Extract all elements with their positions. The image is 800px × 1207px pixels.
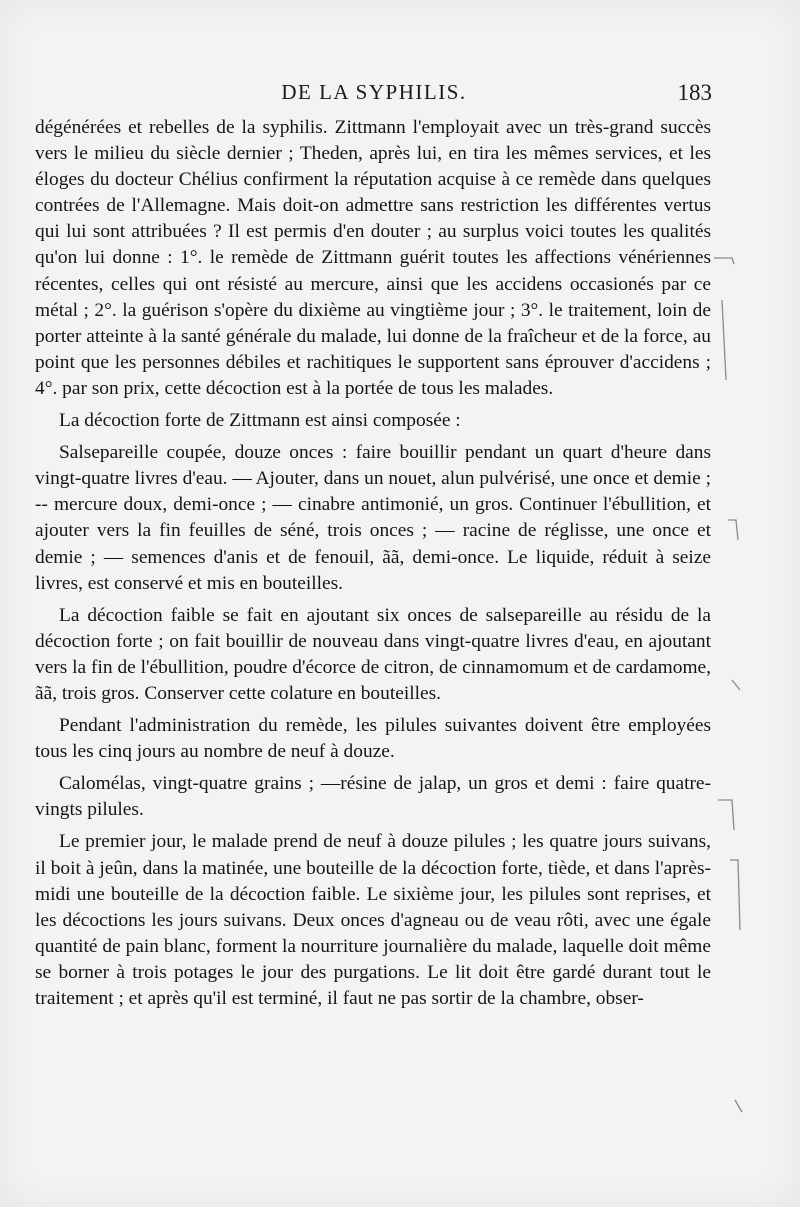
paragraph: Calomélas, vingt-quatre grains ; —résine de jalap, un gros et demi : faire quatre-vingts pilules. xyxy=(35,773,711,821)
paragraph: La décoction faible se fait en ajoutant six onces de salsepareille au résidu de la décoction forte ; on fait bouillir de nouveau dans vingt-quatre livres d'eau, en ajoutant vers la fin de l'ébullition, poudre d'écorce de citron, de cinnamomum et de cardamome, ãã, trois gros. Conserver cette colature en bouteilles. xyxy=(35,604,711,704)
paragraph: Pendant l'administration du remède, les pilules suivantes doivent être employées tous les cinq jours au nombre de neuf à douze. xyxy=(35,715,711,763)
body-text xyxy=(35,115,711,1018)
paragraph: Le premier jour, le malade prend de neuf à douze pilules ; les quatre jours suivans, il boit à jeûn, dans la matinée, une bouteille de la décoction forte, tiède, et dans l'après-midi une bouteille de la décoction faible. Le sixième jour, les pilules sont reprises, et les décoctions les jours suivans. Deux onces d'agneau ou de veau rôti, avec une égale quantité de pain blanc, forment la nourriture journalière du malade, laquelle doit même se borner à trois potages le jour des purgations. Le lit doit être gardé durant tout le traitement ; et après qu'il est terminé, il faut ne pas sortir de la chambre, obser- xyxy=(35,831,711,1009)
paragraph: dégénérées et rebelles de la syphilis. Zittmann l'employait avec un très-grand succès vers le milieu du siècle dernier ; Theden, après lui, en tira les mêmes services, et les éloges du docteur Chélius confirment la réputation acquise à ce remède dans quelques contrées de l'Allemagne. Mais doit-on admettre sans restriction les différentes vertus qui lui sont attribuées ? Il est permis d'en douter ; au surplus voici toutes les qualités qu'on lui donne : 1°. le remède de Zittmann guérit toutes les affections vénériennes récentes, celles qui ont résisté au mercure, ainsi que les accidens occasionés par ce métal ; 2°. la guérison s'opère du dixième au vingtième jour ; 3°. le traitement, loin de porter atteinte à la santé générale du malade, lui donne de la fraîcheur et de la force, au point que les personnes débiles et rachitiques le supportent sans éprouver d'accidens ; 4°. par son prix, cette décoction est à la portée de tous les malades. xyxy=(35,117,711,399)
page-header xyxy=(36,80,712,110)
running-head: DE LA SYPHILIS. xyxy=(281,80,467,104)
margin-marks xyxy=(710,0,800,1207)
paragraph: La décoction forte de Zittmann est ainsi composée : xyxy=(59,410,461,432)
paragraph: Salsepareille coupée, douze onces : faire bouillir pendant un quart d'heure dans vingt-quatre livres d'eau. — Ajouter, dans un nouet, alun pulvérisé, une once et demie ; -- mercure doux, demi-once ; — cinabre antimonié, un gros. Continuer l'ébullition, et ajouter vers la fin feuilles de séné, trois onces ; — racine de réglisse, une once et demie ; — semences d'anis et de fenouil, ãã, demi-once. Le liquide, réduit à seize livres, est conservé et mis en bouteilles. xyxy=(35,442,711,594)
page-number: 183 xyxy=(677,80,712,105)
